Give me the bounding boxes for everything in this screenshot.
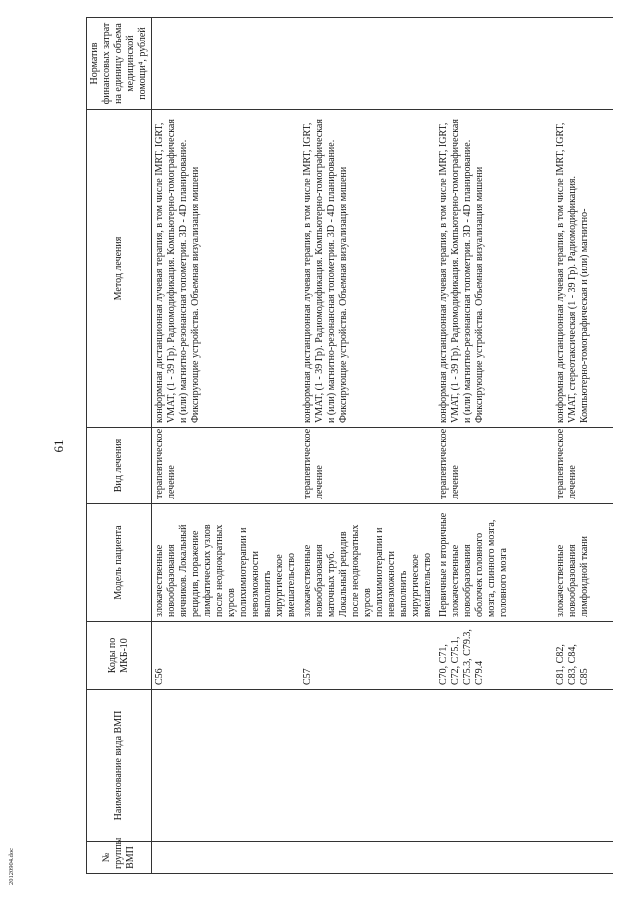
cell-name — [152, 690, 301, 842]
cell-type: терапевтическое лечение — [436, 428, 553, 504]
cell-method: конформная дистанционная лучевая терапия, в том числе IMRT, IGRT, VMAT, стереотаксическая (1 - 39 Гр). Радиомодификация. Компьютерно-томографическая и (или) магнитно- — [553, 110, 613, 428]
table-row — [436, 18, 553, 874]
header-treatment-type: Вид лечения — [87, 428, 152, 504]
table-row — [152, 18, 301, 874]
cell-group — [152, 842, 301, 874]
cell-codes: C57 — [300, 622, 436, 690]
table-row — [300, 18, 436, 874]
cell-cost — [152, 18, 301, 110]
cell-name — [436, 690, 553, 842]
table-row — [553, 18, 613, 874]
header-treatment-method: Метод лечения — [87, 110, 152, 428]
treatment-table — [86, 17, 613, 874]
cell-group — [300, 842, 436, 874]
cell-group — [436, 842, 553, 874]
header-group-number: № группы ВМП — [87, 842, 152, 874]
cell-cost — [436, 18, 553, 110]
cell-method: конформная дистанционная лучевая терапия, в том числе IMRT, IGRT, VMAT, (1 - 39 Гр). Радиомодификация. Компьютерно-томографическая и (или) магнитно-резонансная топометрия. 3D - 4D планирование. Фиксирующие устройства. Объемная визуализация мишени — [300, 110, 436, 428]
cell-type: терапевтическое лечение — [553, 428, 613, 504]
header-row — [87, 18, 152, 874]
header-icd-codes: Коды по МКБ-10 — [87, 622, 152, 690]
page-number: 61 — [51, 439, 66, 453]
footer-filename: 20120904.doc — [8, 847, 15, 885]
cell-codes: C81, C82, C83, C84, C85 — [553, 622, 613, 690]
cell-method: конформная дистанционная лучевая терапия, в том числе IMRT, IGRT, VMAT, (1 - 39 Гр). Радиомодификация. Компьютерно-томографическая и (или) магнитно-резонансная топометрия. 3D - 4D планирование. Фиксирующие устройства. Объемная визуализация мишени — [436, 110, 553, 428]
cell-name — [300, 690, 436, 842]
cell-name — [553, 690, 613, 842]
header-vmp-name: Наименование вида ВМП — [87, 690, 152, 842]
header-patient-model: Модель пациента — [87, 504, 152, 622]
header-cost-norm: Норматив финансовых затрат на единицу объема медицинской помощи⁴, рублей — [87, 18, 152, 110]
cell-type: терапевтическое лечение — [152, 428, 301, 504]
cell-type: терапевтическое лечение — [300, 428, 436, 504]
cell-method: конформная дистанционная лучевая терапия, в том числе IMRT, IGRT, VMAT, (1 - 39 Гр). Радиомодификация. Компьютерно-томографическая и (или) магнитно-резонансная топометрия. 3D - 4D планирование. Фиксирующие устройства. Объемная визуализация мишени — [152, 110, 301, 428]
cell-cost — [553, 18, 613, 110]
cell-model: злокачественные новообразования маточных труб. Локальный рецидив после неоднократных курсов полихимиотерапии и невозможности выполнить хирургическое вмешательство — [300, 504, 436, 622]
cell-group — [553, 842, 613, 874]
cell-model: злокачественные новообразования лимфоидной ткани — [553, 504, 613, 622]
treatment-table-wrapper — [86, 18, 632, 874]
cell-model: злокачественные новообразования яичников. Локальный рецидив, поражение лимфатических узлов после неоднократных курсов полихимиотерапии и невозможности выполнить хирургическое вмешательство — [152, 504, 301, 622]
cell-cost — [300, 18, 436, 110]
cell-codes: C70, C71, C72, C75.1, C75.3, C79.3, C79.4 — [436, 622, 553, 690]
cell-model: Первичные и вторичные злокачественные новообразования оболочек головного мозга, спинного мозга, головного мозга — [436, 504, 553, 622]
cell-codes: C56 — [152, 622, 301, 690]
